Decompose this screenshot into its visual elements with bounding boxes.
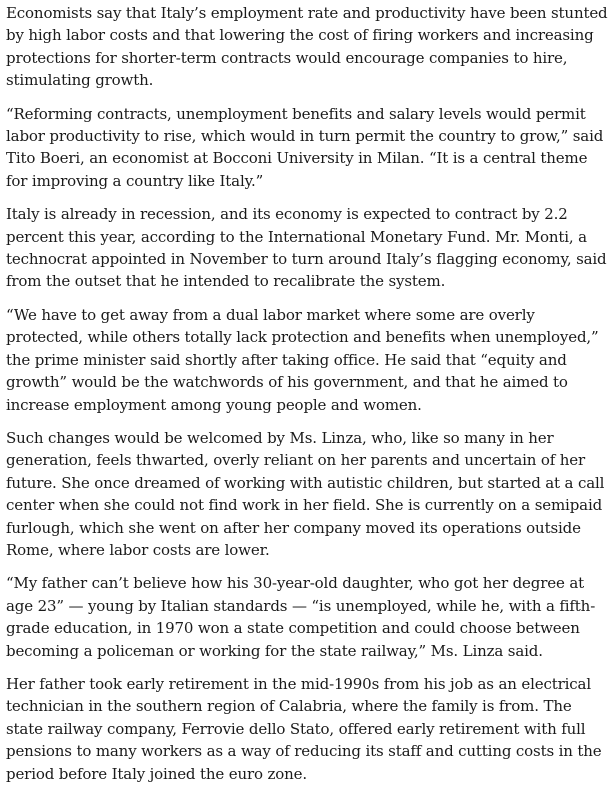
paragraph-4: “We have to get away from a dual labor market where some are overly protected, while others totally lack protection and benefits when unemployed,” the prime minister said shortly after taking office. He said that “equity and growth” would be the watchwords of his government, and that he aimed to increase employment among young people and women. [6,305,599,414]
paragraph-5: Such changes would be welcomed by Ms. Linza, who, like so many in her generation, feels thwarted, overly reliant on her parents and uncertain of her future. She once dreamed of working with autistic children, but started at a call center when she could not find work in her field. She is currently on a semipaid furlough, which she went on after her company moved its operations outside Rome, where labor costs are lower. [6,428,605,559]
paragraph-3: Italy is already in recession, and its economy is expected to contract by 2.2 percent this year, according to the International Monetary Fund. Mr. Monti, a technocrat appointed in November to turn around Italy’s flagging economy, said from the outset that he intended to recalibrate the system. [6,205,607,291]
paragraph-7: Her father took early retirement in the mid-1990s from his job as an electrical technician in the southern region of Calabria, where the family is from. The state railway company, Ferrovie dello Stato, offered early retirement with full pensions to many workers as a way of reducing its staff and cutting costs in the period before Italy joined the euro zone. [6,674,602,783]
paragraph-2: “Reforming contracts, unemployment benefits and salary levels would permit labor productivity to rise, which would in turn permit the country to grow,” said Tito Boeri, an economist at Bocconi University in Milan. “It is a central theme for improving a country like Italy.” [6,104,604,190]
paragraph-1: Economists say that Italy’s employment rate and productivity have been stunted by high labor costs and that lowering the cost of firing workers and increasing protections for shorter-term contracts would encourage companies to hire, stimulating growth. [6,4,608,90]
paragraph-6: “My father can’t believe how his 30-year-old daughter, who got her degree at age 23” — young by Italian standards — “is unemployed, while he, with a fifth-grade education, in 1970 won a state competition and could choose between becoming a policeman or working for the state railway,” Ms. Linza said. [6,574,596,660]
